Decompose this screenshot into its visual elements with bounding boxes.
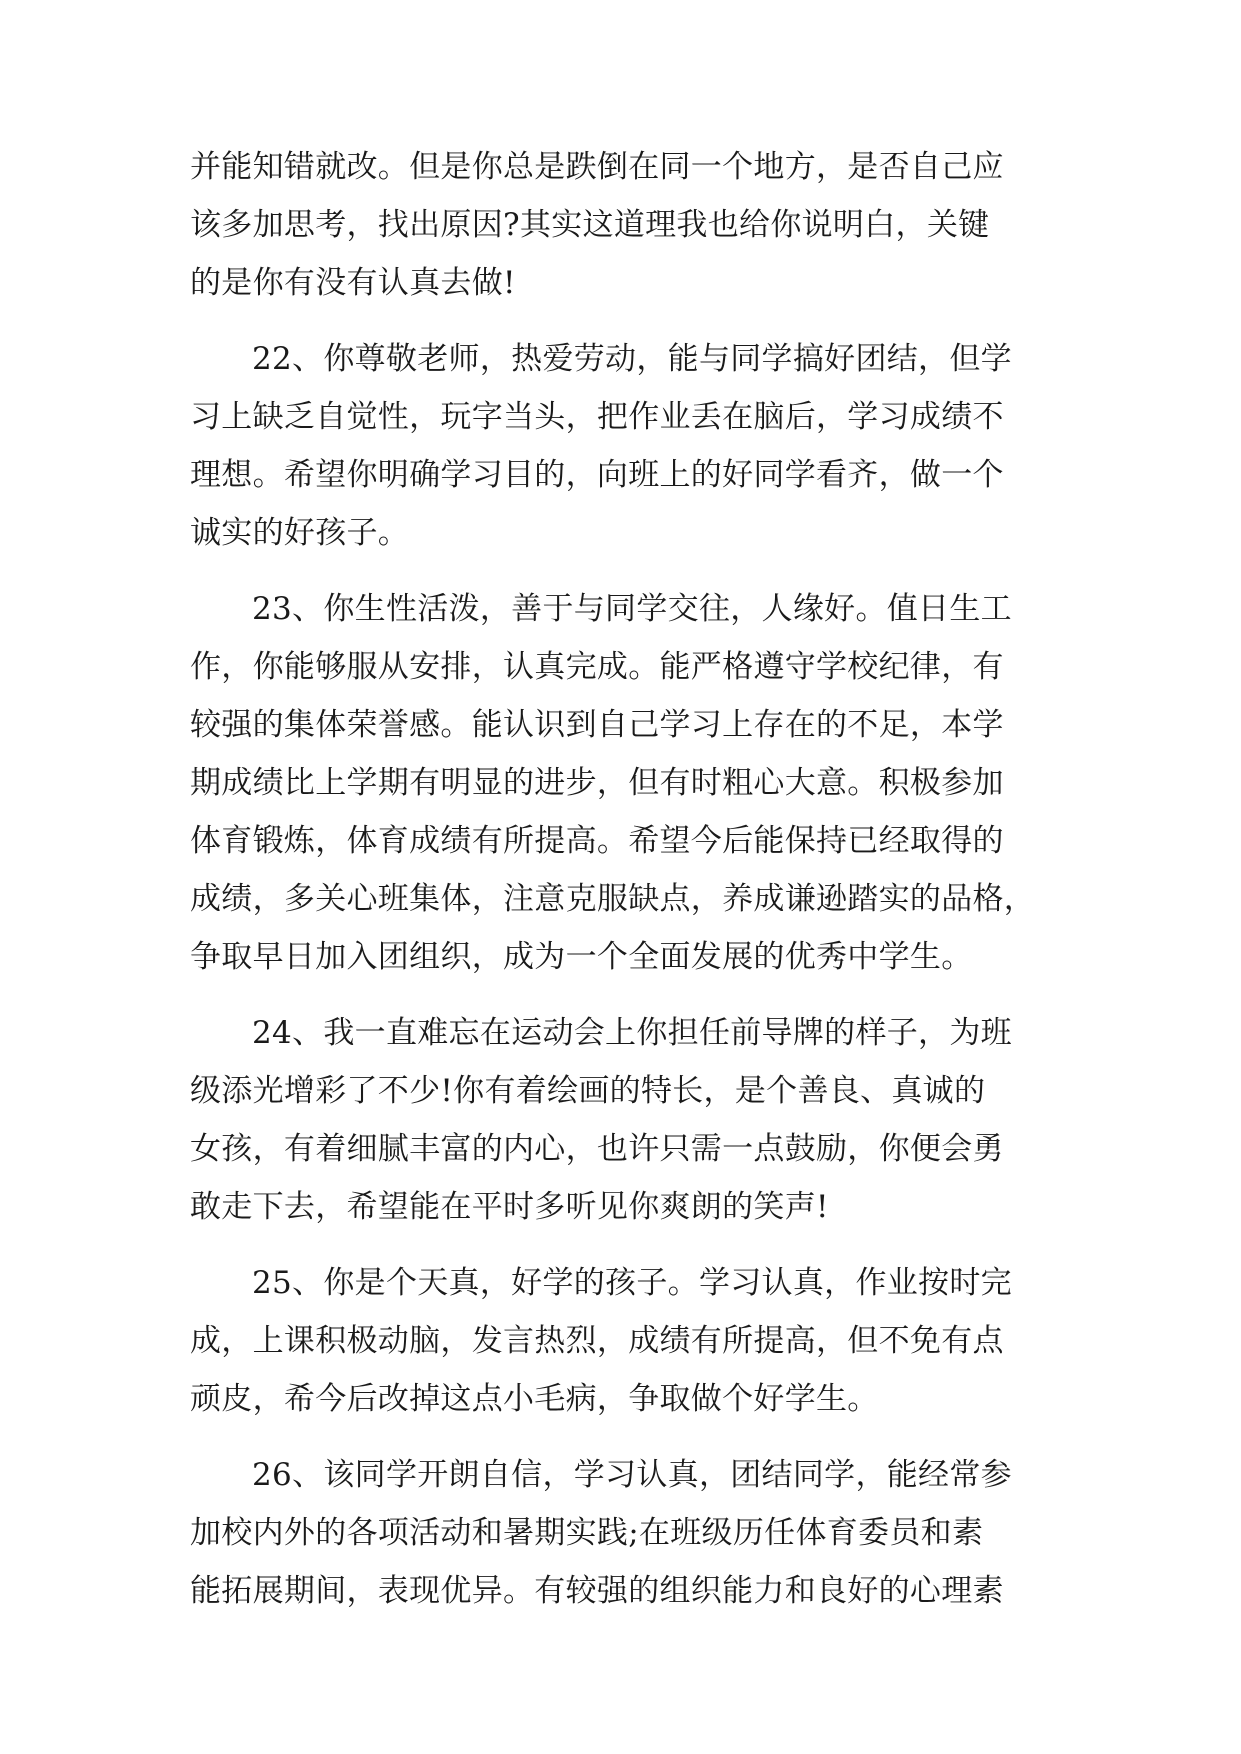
text-line: 级添光增彩了不少!你有着绘画的特长，是个善良、真诚的: [190, 1073, 986, 1109]
text-line: 争取早日加入团组织，成为一个全面发展的优秀中学生。: [190, 939, 973, 975]
paragraph-23-first-line: 23、你生性活泼，善于与同学交往，人缘好。值日生工: [252, 591, 1012, 627]
text-line: 能拓展期间，表现优异。有较强的组织能力和良好的心理素: [190, 1573, 1004, 1609]
text-line: 并能知错就改。但是你总是跌倒在同一个地方，是否自己应: [190, 149, 1004, 185]
text-line: 较强的集体荣誉感。能认识到自己学习上存在的不足，本学: [190, 707, 1004, 743]
text-line: 成，上课积极动脑，发言热烈，成绩有所提高，但不免有点: [190, 1323, 1004, 1359]
text-line: 作，你能够服从安排，认真完成。能严格遵守学校纪律，有: [190, 649, 1004, 685]
text-line: 该多加思考，找出原因?其实这道理我也给你说明白，关键: [190, 207, 990, 243]
text-line: 期成绩比上学期有明显的进步，但有时粗心大意。积极参加: [190, 765, 1004, 801]
paragraph-22-first-line: 22、你尊敬老师，热爱劳动，能与同学搞好团结，但学: [252, 341, 1012, 377]
paragraph-26-first-line: 26、该同学开朗自信，学习认真，团结同学，能经常参: [252, 1457, 1012, 1493]
text-line: 诚实的好孩子。: [190, 515, 410, 551]
paragraph-25-first-line: 25、你是个天真，好学的孩子。学习认真，作业按时完: [252, 1265, 1012, 1301]
text-line: 加校内外的各项活动和暑期实践;在班级历任体育委员和素: [190, 1515, 984, 1551]
text-line: 的是你有没有认真去做!: [190, 265, 516, 301]
text-line: 顽皮，希今后改掉这点小毛病，争取做个好学生。: [190, 1381, 879, 1417]
text-line: 体育锻炼，体育成绩有所提高。希望今后能保持已经取得的: [190, 823, 1004, 859]
text-line: 理想。希望你明确学习目的，向班上的好同学看齐，做一个: [190, 457, 1004, 493]
paragraph-24-first-line: 24、我一直难忘在运动会上你担任前导牌的样子，为班: [252, 1015, 1012, 1051]
text-line: 敢走下去，希望能在平时多听见你爽朗的笑声!: [190, 1189, 829, 1225]
text-line: 女孩，有着细腻丰富的内心，也许只需一点鼓励，你便会勇: [190, 1131, 1004, 1167]
text-line: 习上缺乏自觉性，玩字当头，把作业丢在脑后，学习成绩不: [190, 399, 1004, 435]
text-line: 成绩，多关心班集体，注意克服缺点，养成谦逊踏实的品格，: [190, 881, 1036, 917]
